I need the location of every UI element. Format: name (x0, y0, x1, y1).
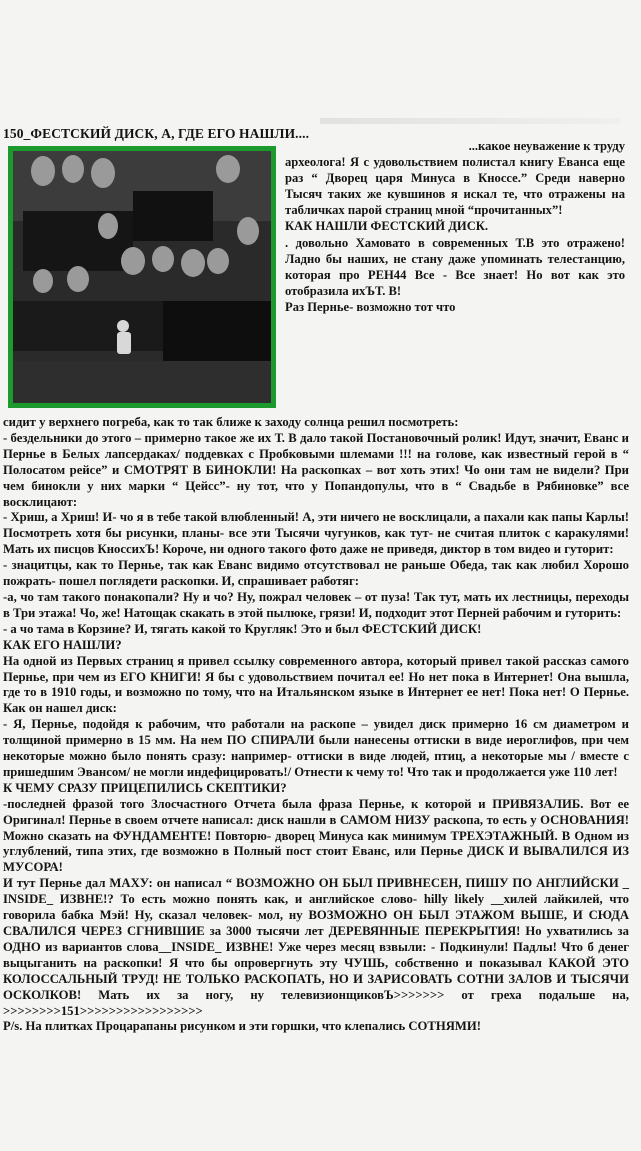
body-p6: - а чо тама в Корзине? И, тягать какой то Кругляк! Это и был ФЕСТСКИЙ ДИСК! (3, 621, 482, 636)
body-p2: - бездельники до этого – примерно такое же их Т. В дало такой Постановочный ролик! Идут, значит, Еванс и Пернье в Белых лапсердаках/ поддевках с Пробковыми шлемами !!! на голове, как известный герой в “ Полосатом рейсе” и СМОТРЯТ В БИНОКЛИ! На раскопках – вот хоть этих! Чо они там не видели? При чем бинокли у них марки “ Цейсс”- ну тот, что у Попандопулы, что в “ Свадьбе в Рябиновке” все восклицают: (3, 430, 629, 509)
body-subheading-how-found: КАК ЕГО НАШЛИ? (3, 637, 122, 652)
body-p10: И тут Пернье дал МАХУ: он написал “ ВОЗМОЖНО ОН БЫЛ ПРИВНЕСЕН, ПИШУ ПО АНГЛИЙСКИ _ INSIDE_ ИЗВНЕ!? То есть можно понять как, и английское слово- hilly likely __хилей лайкилей, что говорила бабка Мэй! Ну, сказал человек- мол, ну ВОЗМОЖНО ОН БЫЛ ЭТАЖОМ ВЫШЕ, И СЮДА СВАЛИЛСЯ ЧЕРЕЗ СГНИВШИЕ за 3000 тысячи лет ДЕРЕВЯННЫЕ ПЕРЕКРЫТИЯ! Но ухватились за ОДНО из вариантов слова__INSIDE_ ИЗВНЕ! Уже через месяц взвыли: - Подкинули! Падлы! Что б денег выцыганить на раскопки! Я что бы опровергнуть эту ЧУШЬ, собственно и показывал КАКОЙ ЭТО КОЛОССАЛЬНЫЙ ТРУД! НЕ ТОЛЬКО РАСКОПАТЬ, НО И ЗАРИСОВАТЬ СОТНИ ЗАЛОВ И ТЫСЯЧИ ОСКОЛКОВ! Мать их за ногу, ну телевизионщиковЪ>>>>>>> от греха подальше на, >>>>>>>>151>>>>>>>>>>>>>>>>> (3, 876, 629, 1018)
body-p4: - знацитцы, как то Пернье, так как Еванс видимо отсутствовал не раньше Обеда, так как любил Хорошо пожрать- пошел поглядети раскопки. И, спрашивает работяг: (3, 558, 629, 589)
body-p7: На одной из Первых страниц я привел ссылку современного автора, который привел такой рассказ самого Пернье, при чем из ЕГО КНИГИ! Я бы с удовольствием почитал ее! Но нет пока в Интернет! Она вышла, где то в 1910 годы, и возможно по тому, что на Итальянском языке в Интернет ее нет! Пока нет! О Пернье. Как он нашел диск: (3, 653, 629, 716)
excavation-photo (8, 146, 276, 408)
right-column-text (285, 138, 625, 315)
body-subheading-skeptics: К ЧЕМУ СРАЗУ ПРИЦЕПИЛИСЬ СКЕПТИКИ? (3, 780, 287, 795)
right-col-subheading: КАК НАШЛИ ФЕСТСКИЙ ДИСК. (285, 219, 489, 234)
right-col-p4: Раз Пернье- возможно тот что (285, 299, 456, 314)
body-p9: -последней фразой того Злосчастного Отчета была фраза Пернье, к которой и ПРИВЯЗАЛИБ. Вот ее Оригинал! Пернье в своем отчете написал: диск нашли в САМОМ НИЗУ раскопа, то есть у ОСНОВАНИЯ! Можно сказать на ФУНДАМЕНТЕ! Повторю- дворец Минуса как минимум ТРЕХЭТАЖНЫЙ. В Одном из углублений, типа этих, где возможно в Полный пост стоит Еванс, или Пернье ДИСК И ВЫВАЛИЛСЯ ИЗ МУСОРА! (3, 796, 629, 875)
body-p8: - Я, Пернье, подойдя к рабочим, что работали на раскопе – увидел диск примерно 16 см диаметром и толщиной примерно в 15 мм. На нем ПО СПИРАЛИ были нанесены оттиски в виде иероглифов, при чем некоторые можно было понять сразу: например- оттиски в виде людей, птиц, а некоторые мы / вместе с пришедшим Эвансом/ не могли индефицировать!/ Отнести к чему то! Что так и продолжается уже 110 лет! (3, 717, 629, 779)
right-col-p1: ...какое неуважение к труду (468, 139, 625, 153)
faded-header-strip (320, 118, 620, 124)
body-p3: - Хриш, а Хриш! И- чо я в тебе такой влюбленный! А, эти ничего не восклицали, а пахали как папы Карлы! Посмотреть хотя бы рисунки, планы- все эти Тысячи чугунков, как тут- не считая плиток с каракулями! Мать их писцов КноссихЪ! Короче, ни одного такого фото даже не приведя, диктор в том видео и гуторит: (3, 510, 629, 557)
right-col-p2: археолога! Я с удовольствием полистал книгу Еванса еще раз “ Дворец царя Минуса в Кноссе.” Среди наверно Тысяч таких же кувшинов я искал те, что отражены на табличках парой страниц мной “прочитанных”! (285, 155, 625, 218)
body-postscript: P/s. На плитках Процарапаны рисунком и эти горшки, что клепались СОТНЯМИ! (3, 1019, 481, 1034)
main-body-text (3, 415, 629, 1035)
body-p1: сидит у верхнего погреба, как то так ближе к заходу солнца решил посмотреть: (3, 415, 459, 429)
page-heading: 150_ФЕСТСКИЙ ДИСК, А, ГДЕ ЕГО НАШЛИ.... (3, 126, 310, 141)
body-p5: -а, чо там такого понакопали? Ну и чо? Ну, пожрал человек – от пуза! Так тут, мать их лестницы, переходы в Три этажа! Чо, же! Натощак скакать в этой пылюке, грязи! И, подходит этот Перней рабочим и гуторить: (3, 589, 629, 620)
excavation-photo-drawing (13, 151, 271, 403)
right-col-p3: . довольно Хамовато в современных Т.В это отражено! Ладно бы наших, не стану даже упоминать телестанцию, которая про РЕН44 Все - Все знает! Но вот как это отобразила ихЪТ. В! (285, 235, 625, 298)
